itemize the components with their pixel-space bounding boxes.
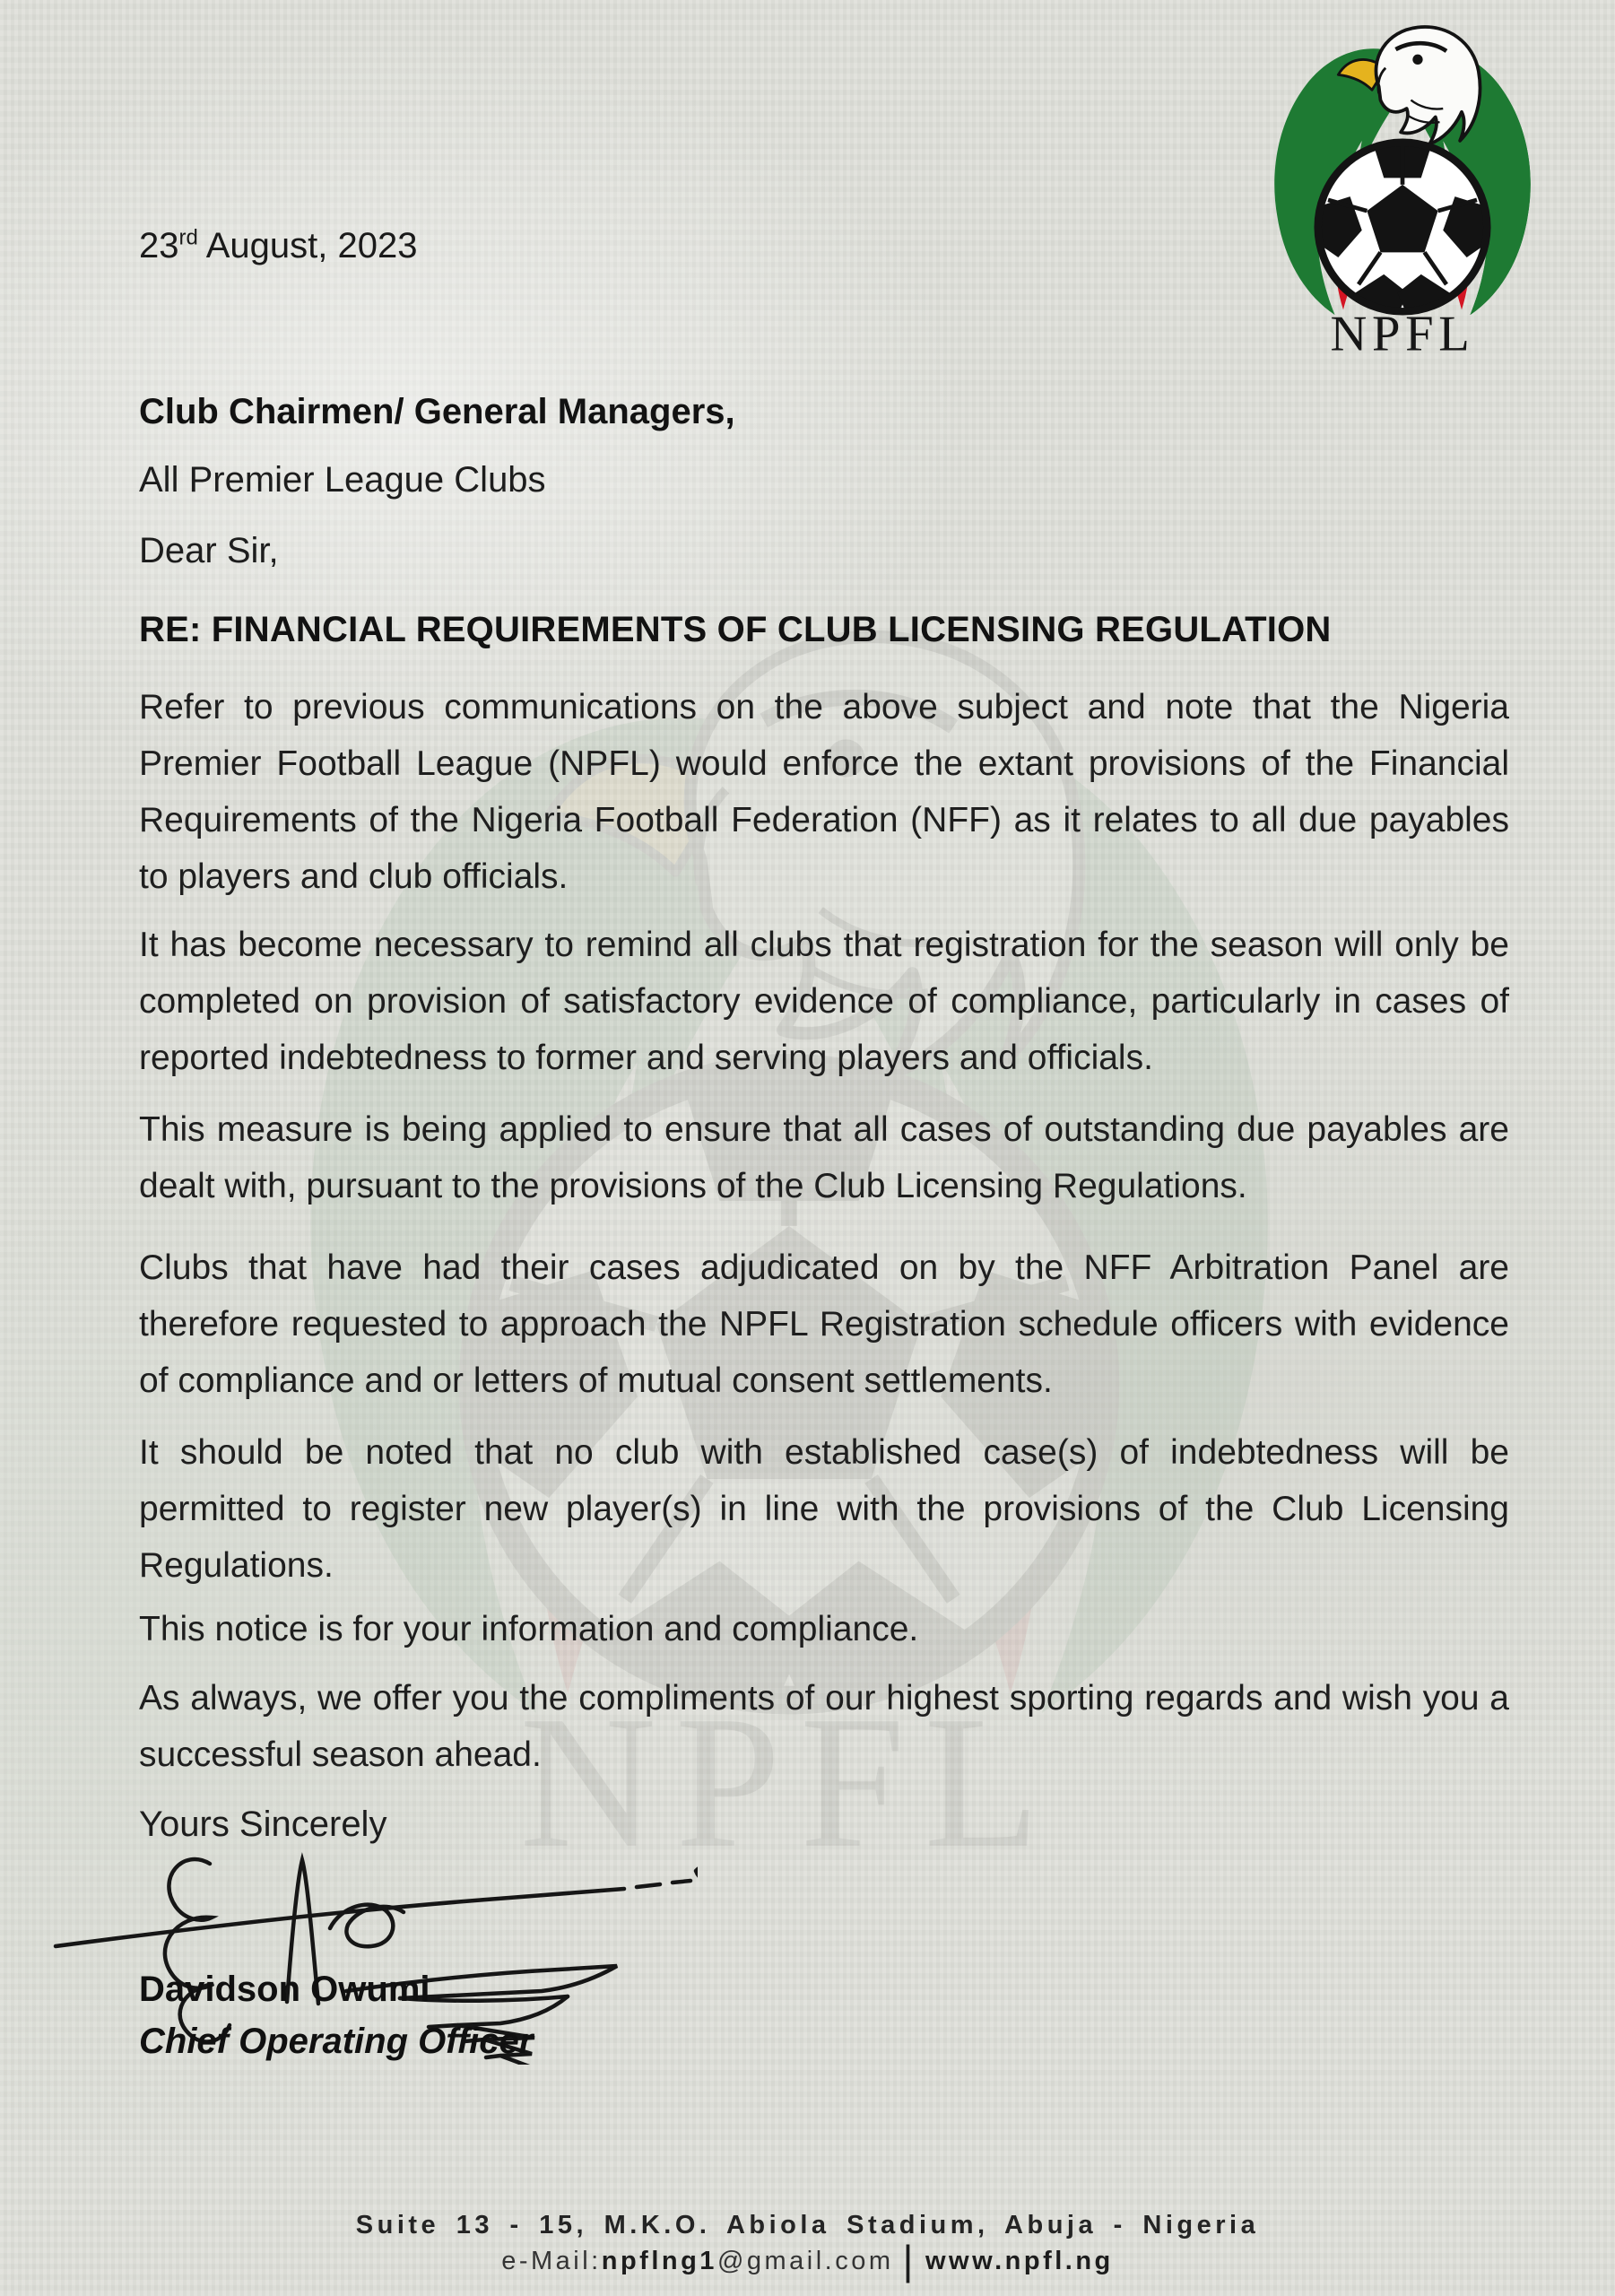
letter-date <box>139 226 418 266</box>
email-user: npflng1 <box>601 2247 717 2275</box>
paragraph-6: This notice is for your information and compliance. <box>139 1610 919 1648</box>
footer-contact: e-Mail:npflng1@gmail.com | www.npfl.ng <box>501 2237 1114 2283</box>
email-label: e-Mail: <box>501 2247 602 2275</box>
subject-line: RE: FINANCIAL REQUIREMENTS OF CLUB LICENSING REGULATION <box>139 610 1332 649</box>
date-ordinal-suffix: rd <box>178 225 198 250</box>
closing-line: Yours Sincerely <box>139 1805 387 1844</box>
footer-address: Suite 13 - 15, M.K.O. Abiola Stadium, Abuja - Nigeria <box>355 2211 1260 2239</box>
npfl-logo-icon <box>1245 5 1560 361</box>
paragraph-3: This measure is being applied to ensure that all cases of outstanding due payables are dealt with, pursuant to the provisions of the Club Licensing Regulations. <box>139 1110 1509 1205</box>
recipient-line-2: All Premier League Clubs <box>139 460 546 500</box>
paragraph-1: Refer to previous communications on the above subject and note that the Nigeria Premier Football League (NPFL) would enforce the extant provisions of the Financial Requirements of the Nigeria Football Federation (NFF) as it relates to all due payables to players and club officials. <box>139 688 1509 896</box>
salutation: Dear Sir, <box>139 531 279 570</box>
signer-name: Davidson Owumi <box>139 1970 430 2009</box>
date-rest: August, 2023 <box>197 226 418 265</box>
date-day: 23 <box>139 226 179 265</box>
paragraph-7: As always, we offer you the compliments of our highest sporting regards and wish you a successful season ahead. <box>139 1679 1509 1774</box>
paragraph-4: Clubs that have had their cases adjudicated on by the NFF Arbitration Panel are therefore requested to approach the NPFL Registration schedule officers with evidence of compliance and or letters of mutual consent settlements. <box>139 1248 1509 1400</box>
recipient-line-1: Club Chairmen/ General Managers, <box>139 392 735 431</box>
website-url: www.npfl.ng <box>925 2247 1114 2275</box>
signer-title: Chief Operating Officer <box>139 2022 534 2061</box>
letter-footer <box>0 2211 1615 2283</box>
email-domain: @gmail.com <box>716 2247 894 2275</box>
paragraph-2: It has become necessary to remind all clubs that registration for the season will only be completed on provision of satisfactory evidence of compliance, particularly in cases of reported indebtedness to former and serving players and officials. <box>139 926 1509 1077</box>
paragraph-5: It should be noted that no club with established case(s) of indebtedness will be permitted to register new player(s) in line with the provisions of the Club Licensing Regulations. <box>139 1433 1509 1585</box>
